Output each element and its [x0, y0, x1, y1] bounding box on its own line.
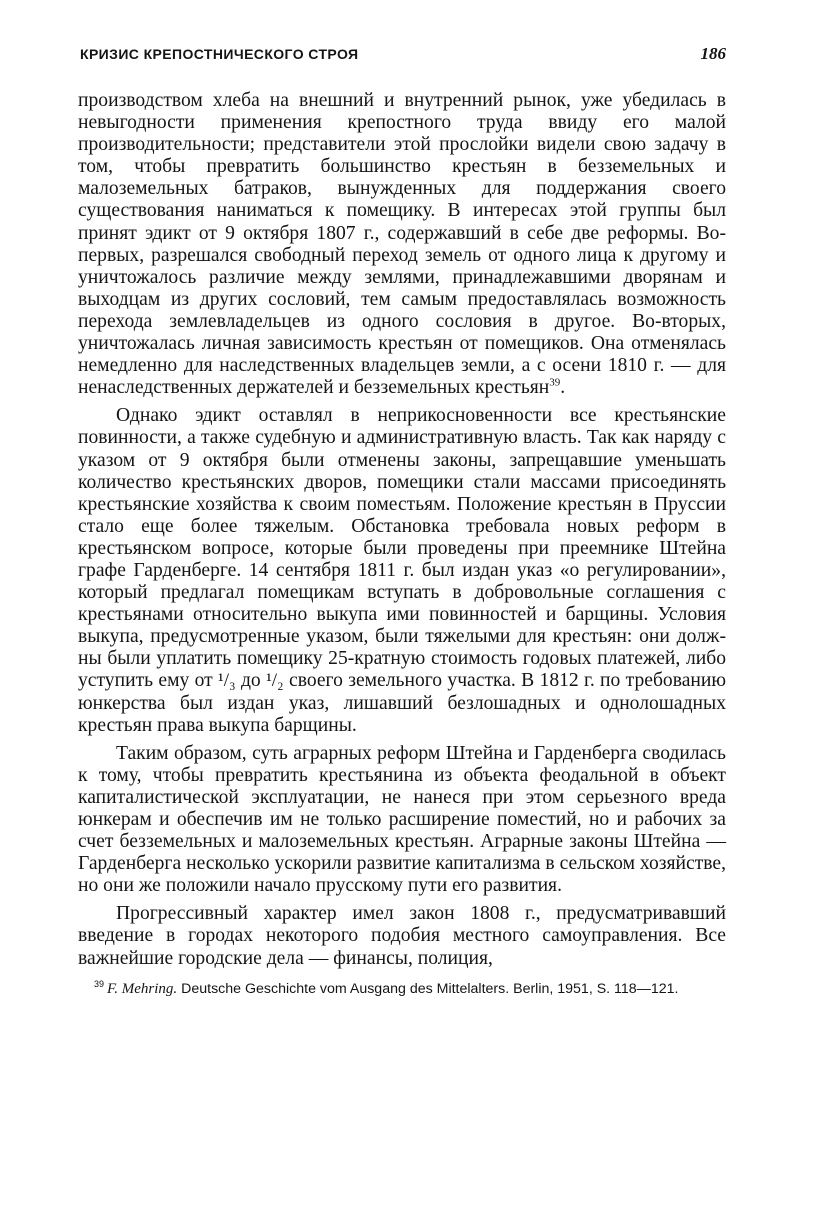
- fraction-one-third: ¹/₃: [218, 670, 236, 692]
- paragraph-3: Таким образом, суть аграрных реформ Штейна и Гарденберга сводилась к тому, чтобы превратить крестьянина из объекта феодальной в объект капиталистической эксплуатации, не нанеся при этом серьезного вреда юнкерам и обеспечив им не только расширение поместий, но и рабочих за счет безземельных и малоземельных крестьян. Аграрные законы Штейна — Гарденберга несколько ускорили развитие капитализма в сельском хозяйстве, но они же положили начало прусскому пути его развития.: [78, 742, 726, 897]
- paragraph-2-text-a: Однако эдикт оставлял в неприкосновенности все крестьянские повинности, а также судебную и административную власть. Так как наряду с указом от 9 октября были отменены законы, запрещавшие уменьшать количество крестьянских дворов, помещики стали массами присоединять крестьянские хозяйства к своим поместьям. Положение крестьян в Пруссии стало еще более тяжелым. Обстановка требовала новых реформ в крестьянском вопросе, которые были проведены при преемнике Штейна графе Гарденберге. 14 сентября 1811 г. был издан указ «о регулировании», который предлагал помещикам вступать в добровольные соглашения с крестьянами относительно выкупа ими повинностей и барщины. Условия выкупа, предусмотренные указом, были тяжелыми для крестьян: они должны были уплатить помещику 25-кратную стоимость годовых платежей, либо уступить ему от: [78, 405, 726, 692]
- paragraph-1: [78, 90, 726, 399]
- footnote-mark: 39: [94, 978, 105, 989]
- running-head: [78, 44, 726, 64]
- paragraph-1-text: производством хлеба на внешний и внутренний рынок, уже убедилась в невыгодности применения крепостного труда ввиду его малой производительности; представители этой прослойки видели свою задачу в том, чтобы превратить большинство крестьян в безземельных и малоземельных батраков, вынужденных для поддержания своего существования наниматься к помещику. В интересах этой группы был принят эдикт от 9 октября 1807 г., содержавший в себе две реформы. Во-первых, разрешался свободный переход земель от одного лица к другому и уничтожалось различие между землями, принадлежавшими дворянам и выходцам из других сословий, тем самым предоставлялась возможность перехода землевладельцев из одного сословия в другое. Во-вторых, уничтожалась личная зависимость крестьян от помещиков. Она отменялась немедленно для наследственных владельцев земли, а с осени 1810 г. — для ненаследственных держателей и безземельных крестьян: [78, 90, 726, 399]
- paragraph-2-text-mid: до: [240, 670, 261, 692]
- paragraph-1-end: .: [560, 377, 566, 399]
- footnote-ref: 39: [549, 376, 561, 389]
- page-number: 186: [700, 44, 726, 63]
- footnote: [78, 980, 726, 999]
- paragraph-2-text-b: своего земельного участка. В 1812 г. по требованию юнкерства был издан указ, лишавший безлошадных и однолошадных крестьян права выкупа барщины.: [78, 670, 727, 736]
- book-page: [78, 44, 726, 999]
- running-title: КРИЗИС КРЕПОСТНИЧЕСКОГО СТРОЯ: [80, 46, 359, 62]
- paragraph-2: [78, 405, 726, 736]
- paragraph-4: Прогрессивный характер имел закон 1808 г., предусматривавший введение в городах некоторого подобия местного самоуправления. Все важнейшие городские дела — финансы, полиция,: [78, 903, 726, 969]
- body-text: [78, 90, 726, 970]
- footnote-author: F. Mehring.: [107, 980, 178, 997]
- fraction-one-half: ¹/₂: [266, 670, 284, 692]
- footnote-text: Deutsche Geschichte vom Ausgang des Mittelalters. Berlin, 1951, S. 118—121.: [181, 980, 679, 997]
